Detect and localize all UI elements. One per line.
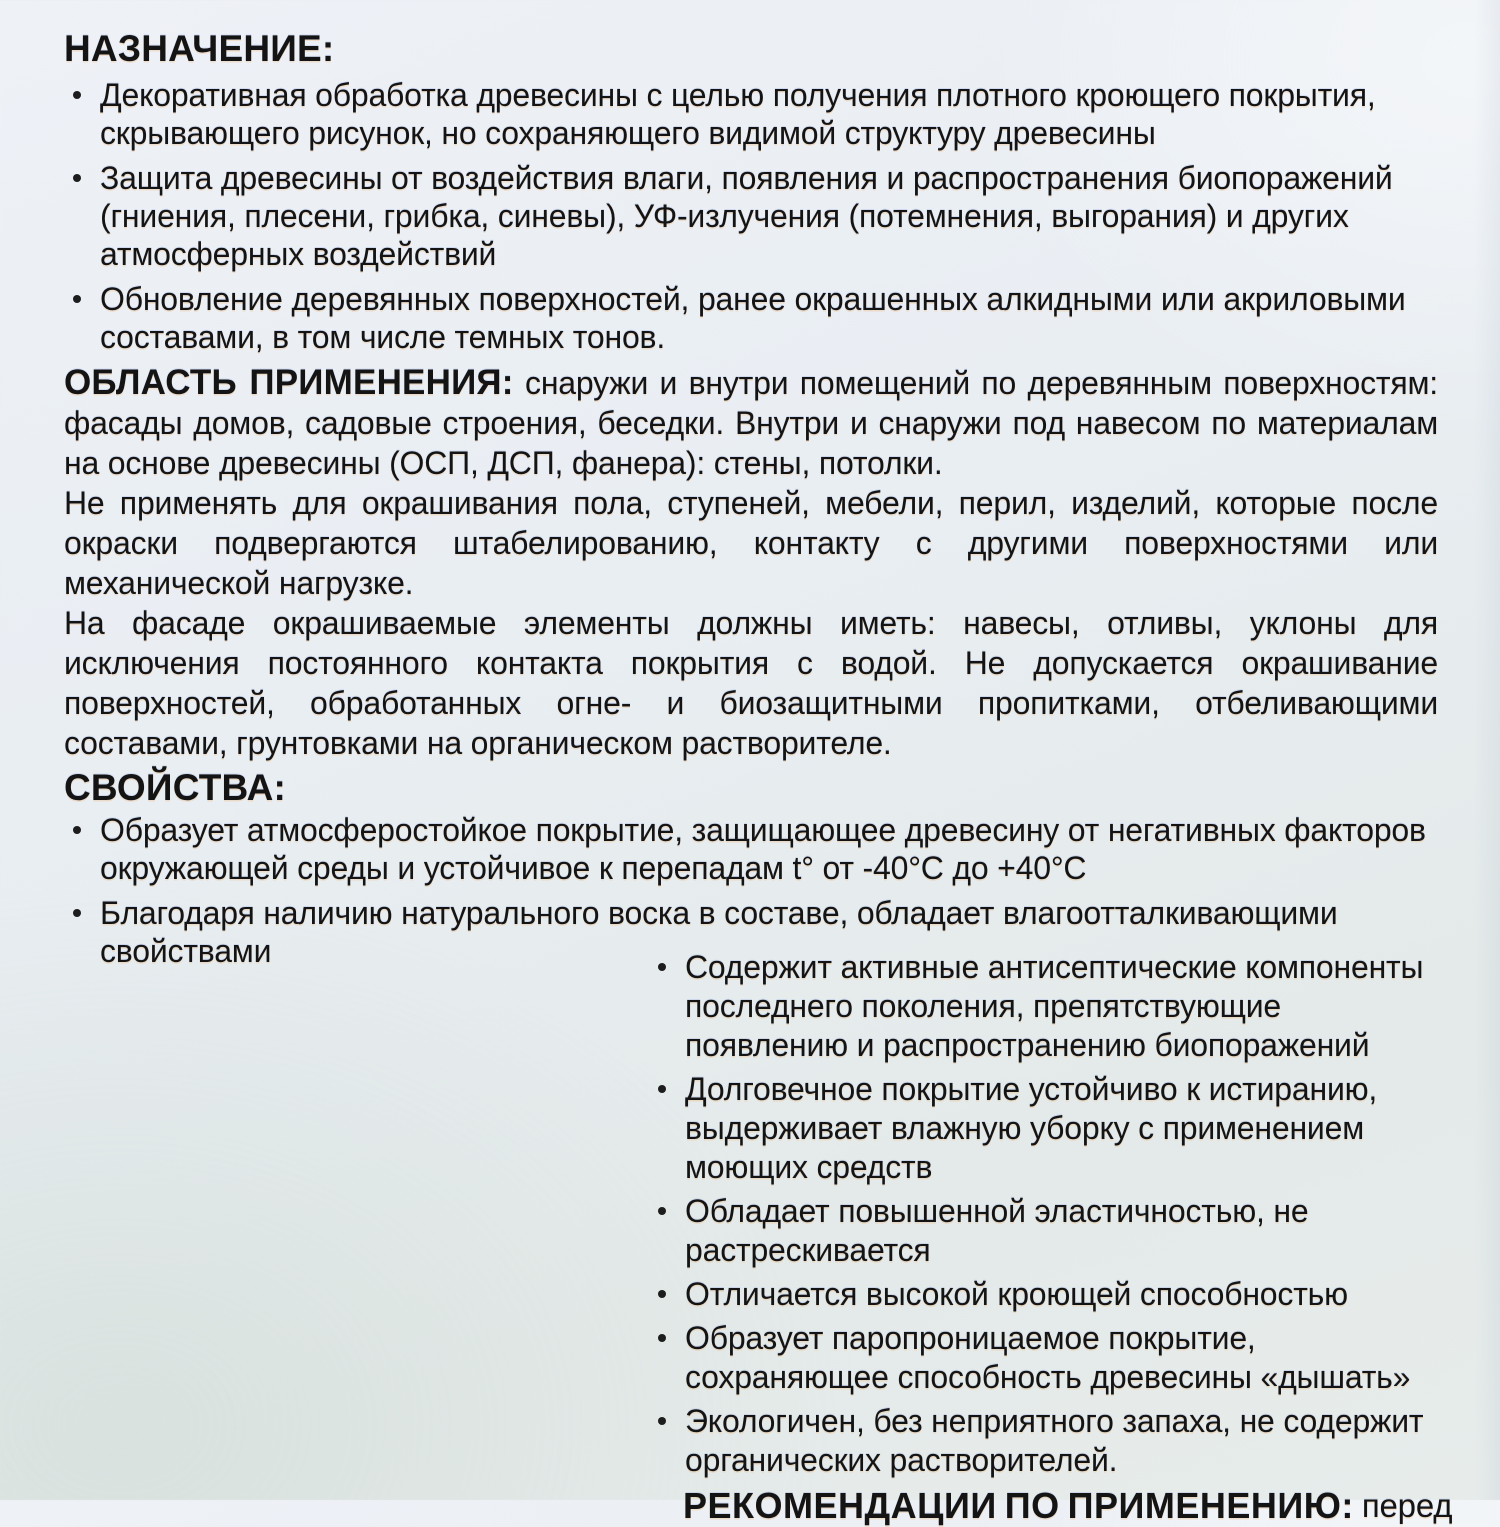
list-item — [64, 280, 1438, 356]
bullet-dot-icon — [73, 91, 81, 99]
purpose-bullet-text: Декоративная обработка древесины с целью получения плотного кроющего покрытия, скрывающего рисунок, но сохраняющего видимой структуру древесины — [100, 77, 1376, 151]
section-purpose — [64, 26, 1438, 356]
properties-bullet-list-left — [64, 811, 1438, 970]
application-facade-paragraph: На фасаде окрашиваемые элементы должны иметь: навесы, отливы, уклоны для исключения постоянного контакта покрытия с водой. Не допускается окрашивание поверхностей, обработанных огне- и биозащитными пропитками, отбеливающими составами, грунтовками на органическом растворителе. — [64, 605, 1438, 761]
purpose-bullet-text: Защита древесины от воздействия влаги, появления и распространения биопоражений (гниения, плесени, грибка, синевы), УФ-излучения (потемнения, выгорания) и других атмосферных воздействий — [100, 160, 1393, 272]
bullet-dot-icon — [658, 1207, 666, 1215]
recommendations-heading-word: РЕКОМЕНДАЦИИ — [683, 1485, 997, 1526]
list-item — [64, 811, 1438, 887]
properties-bullet-text: Экологичен, без неприятного запаха, не содержит органических растворителей. — [685, 1403, 1424, 1478]
properties-bullet-text: Содержит активные антисептические компоненты последнего поколения, препятствующие появлению и распространению биопоражений — [685, 949, 1424, 1063]
application-restrictions-paragraph: Не применять для окрашивания пола, ступеней, мебели, перил, изделий, которые после окраски подвергаются штабелированию, контакту с другими поверхностями или механической нагрузке. — [64, 485, 1438, 601]
bullet-dot-icon — [658, 1334, 666, 1342]
purpose-bullet-list — [64, 76, 1438, 356]
bullet-dot-icon — [73, 174, 81, 182]
section-properties — [64, 765, 1438, 970]
list-item — [64, 159, 1438, 273]
bullet-dot-icon — [73, 826, 81, 834]
label-main-column — [64, 26, 1438, 977]
list-item — [649, 1275, 1445, 1314]
properties-bullet-text: Обладает повышенной эластичностью, не растрескивается — [685, 1193, 1309, 1268]
list-item — [649, 1402, 1445, 1480]
list-item — [649, 1070, 1445, 1187]
properties-bullet-text: Благодаря наличию натурального воска в составе, обладает влагоотталкивающими свойствами — [100, 895, 1338, 969]
bullet-dot-icon — [73, 295, 81, 303]
application-intro-text: снаружи и внутри помещений по деревянным поверхностям: фасады домов, садовые строения, беседки. Внутри и снаружи под навесом по материалам на основе древесины (ОСП, ДСП, фанера): стены, потолки. — [64, 365, 1438, 481]
properties-bullet-text: Образует паропроницаемое покрытие, сохраняющее способность древесины «дышать» — [685, 1320, 1411, 1395]
properties-bullet-text: Отличается высокой кроющей способностью — [685, 1276, 1348, 1312]
bullet-dot-icon — [658, 1085, 666, 1093]
recommendations-heading-word: ПО — [1004, 1485, 1060, 1526]
list-item — [649, 1192, 1445, 1270]
application-heading: ОБЛАСТЬ ПРИМЕНЕНИЯ: — [64, 363, 514, 402]
properties-bullet-text: Долговечное покрытие устойчиво к истиранию, выдерживает влажную уборку с применением моющих средств — [685, 1071, 1378, 1185]
recommendations-partial-text: перед — [1361, 1487, 1453, 1524]
label-right-column — [649, 948, 1453, 1527]
list-item — [649, 1319, 1445, 1397]
purpose-bullet-text: Обновление деревянных поверхностей, ранее окрашенных алкидными или акриловыми составами, в том числе темных тонов. — [100, 281, 1406, 355]
recommendations-cutoff-line — [683, 1485, 1453, 1527]
bullet-dot-icon — [658, 1290, 666, 1298]
properties-bullet-list-right — [649, 948, 1445, 1480]
bullet-dot-icon — [658, 963, 666, 971]
purpose-heading: НАЗНАЧЕНИЕ: — [64, 28, 335, 69]
section-application — [64, 363, 1438, 763]
bullet-dot-icon — [658, 1417, 666, 1425]
properties-heading: СВОЙСТВА: — [64, 767, 287, 808]
list-item — [649, 948, 1445, 1065]
bullet-dot-icon — [73, 909, 81, 917]
recommendations-heading-word: ПРИМЕНЕНИЮ: — [1067, 1485, 1354, 1526]
list-item — [64, 76, 1438, 152]
properties-bullet-text: Образует атмосферостойкое покрытие, защищающее древесину от негативных факторов окружающей среды и устойчивое к перепадам t° от -40°С до +40°С — [100, 812, 1426, 886]
application-intro-paragraph — [64, 363, 1438, 483]
